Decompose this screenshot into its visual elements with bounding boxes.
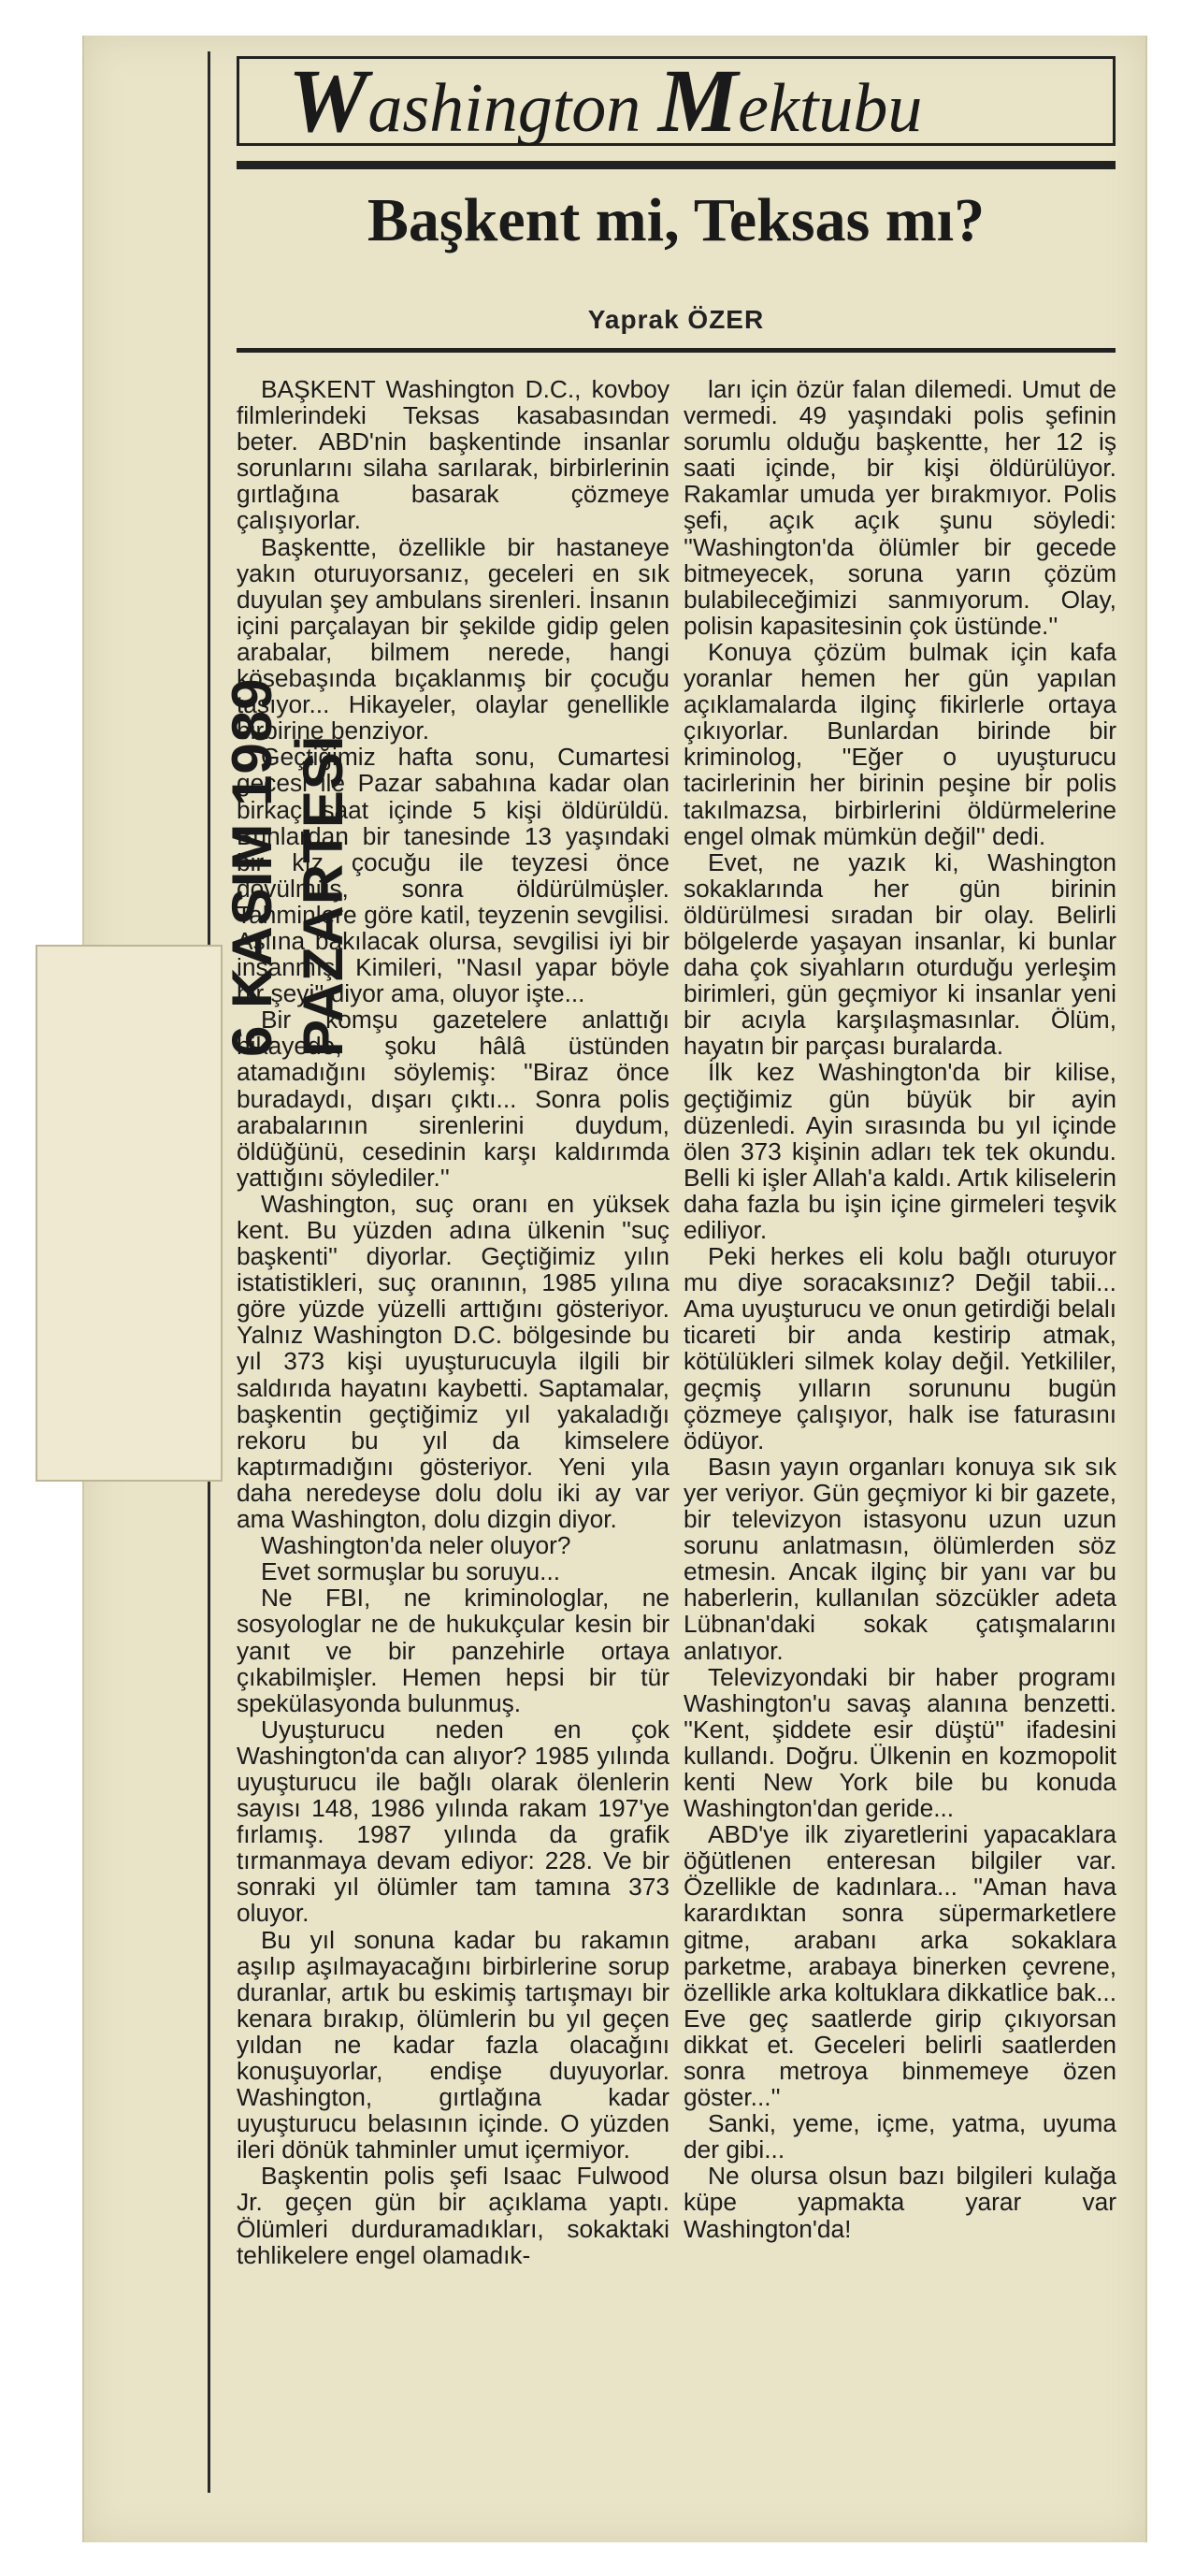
- article-paragraph: ABD'ye ilk ziyaretlerini yapacaklara öğütlenen enteresan bilgiler var. Özellikle de kadınlara... ''Aman hava karardıktan sonra süpermarketlere gitme, arabanı arka sokaklara parketme, arabaya binerken çevrene, özellikle arka koltuklara dikkatlice bak... Eve geç saatlerde girip çıkıyorsan dikkat et. Geceleri belirli saatlerden sonra metroya binmemeye özen göster...'': [684, 1820, 1116, 2112]
- article-paragraph: Basın yayın organları konuya sık sık yer veriyor. Gün geçmiyor ki bir gazete, bir televizyon istasyonu uzun uzun sorunu anlatmasın, ölümlerden söz etmesin. Ancak ilginç bir yanı var bu haberlerin, kullanılan sözcükler adeta Lübnan'daki sokak çatışmalarını anlatıyor.: [684, 1452, 1116, 1665]
- header-rule: [237, 161, 1116, 169]
- column-name-part-2: ektubu: [738, 70, 923, 147]
- column-name-initial-2: M: [657, 51, 739, 151]
- article-paragraph: Evet, ne yazık ki, Washington sokaklarında her gün birinin öldürülmesi sıradan bir olay. Belirli bölgelerde yaşayan insanlar, ki bunlar daha çok siyahların oturduğu yerleşim birimleri, gün geçmiyor ki insanlar yeni bir acıyla karşılaşmasınlar. Ölüm, hayatın bir parçası buralarda.: [684, 847, 1116, 1061]
- article-paragraph: İlk kez Washington'da bir kilise, geçtiğimiz gün büyük bir ayin düzenledi. Ayin sırasında bu yıl içinde ölen 373 kişinin adları tek tek okundu. Belli ki işler Allah'a kaldı. Artık kiliselerin daha fazla bu işin içine girmeleri teşvik ediliyor.: [684, 1058, 1116, 1244]
- article-paragraph: Washington, suç oranı en yüksek kent. Bu yüzden adına ülkenin ''suç başkenti'' diyorlar. Geçtiğimiz yılın istatistikleri, suç oranının, 1985 yılına göre yüzde yüzelli arttığını gösteriyor. Yalnız Washington D.C. bölgesinde bu yıl 373 kişi uyuşturucuyla ilgili bir saldırıda hayatını kaybetti. Saptamalar, başkentin geçtiğimiz yıl yakaladığı rekoru bu yıl da kimselere kaptırmadığını gösteriyor. Yeni yıla daha neredeyse dolu dolu iki ay var ama Washington, dolu dizgin diyor.: [237, 1189, 669, 1534]
- column-name-initial-1: W: [288, 51, 368, 151]
- article-paragraph: Televizyondaki bir haber programı Washington'u savaş alanına benzetti. ''Kent, şiddete esir düştü'' ifadesini kullandı. Doğru. Ülkenin en kozmopolit kenti New York bile bu konuda Washington'dan geride...: [684, 1662, 1116, 1823]
- article-paragraph: Konuya çözüm bulmak için kafa yoranlar hemen her gün yapılan açıklamalarda ilginç fikirlerle ortaya çıkıyorlar. Bunlardan birinde bir kriminolog, ''Eğer o uyuşturucu tacirlerinin her birinin peşine bir polis takılmazsa, birbirlerini öldürmelerine engel olmak mümkün değil'' dedi.: [684, 637, 1116, 850]
- article-paragraph: Bu yıl sonuna kadar bu rakamın aşılıp aşılmayacağını birbirlerine sorup duranlar, artık bu eskimiş tartışmayı bir kenara bırakıp, ölümlerin bu yıl geçen yıldan ne kadar fazla olacağını konuşuyorlar, endişe duyuyorlar. Washington, gırtlağına kadar uyuşturucu belasının içinde. O yüzden ileri dönük tahminler umut içermiyor.: [237, 1925, 669, 2164]
- stamp-date: 6 KASIM 1989: [221, 677, 283, 1057]
- article-paragraph: Başkentin polis şefi Isaac Fulwood Jr. geçen gün bir açıklama yaptı. Ölümleri durduramadıkları, sokaktaki tehlikelere engel olamadık-: [237, 2162, 669, 2269]
- article-column-right: [684, 376, 1116, 2242]
- article-paragraph: Sanki, yeme, içme, yatma, uyuma der gibi...: [684, 2109, 1116, 2164]
- article-paragraph: Başkentte, özellikle bir hastaneye yakın oturuyorsanız, geceleri en sık duyulan şey ambulans sirenleri. İnsanın içini parçalayan bir şekilde gidip gelen arabalar, bilmem nerede, hangi köşebaşında bıçaklanmış bir çocuğu taşıyor... Hikayeler, olaylar genellikle birbirine benziyor.: [237, 532, 669, 745]
- column-banner: [237, 51, 1116, 151]
- article-paragraph: Bir komşu gazetelere anlattığı hikayede, şoku hâlâ üstünden atamadığını söylemiş: ''Biraz önce buradaydı, dışarı çıktı... Sonra polis arabalarının sirenlerini duydum, öldüğünü, cesedinin karşı kaldırımda yattığını söylediler.'': [237, 1006, 669, 1192]
- article-paragraph: ları için özür falan dilemedi. Umut de vermedi. 49 yaşındaki polis şefinin sorumlu olduğu başkentte, her 12 iş saati içinde, bir kişi öldürülüyor. Rakamlar umuda yer bırakmıyor. Polis şefi, açık açık şunu söyledi: ''Washington'da ölümler bir gecede bitmeyecek, soruna yarın çözüm bulabileceğimizi sanmıyorum. Olay, polisin kapasitesinin çok üstünde.'': [684, 375, 1116, 640]
- article-column-left: [237, 376, 669, 2268]
- article-paragraph: Washington'da neler oluyor?: [261, 1531, 571, 1560]
- article-paragraph: Ne FBI, ne kriminologlar, ne sosyologlar ne de hukukçular kesin bir yanıt ve bir panzehirle ortaya çıkabilmişler. Hemen hepsi bir tür spekülasyonda bulunmuş.: [237, 1584, 669, 1717]
- date-stamp-label: [36, 945, 223, 1482]
- stamp-weekday: PAZARTESİ: [292, 734, 354, 1057]
- headline: Başkent mi, Teksas mı?: [367, 186, 986, 254]
- date-stamp: [217, 677, 359, 1057]
- column-name: [288, 51, 923, 151]
- article-paragraph: Peki herkes eli kolu bağlı oturuyor mu diye soracaksınız? Değil tabii... Ama uyuşturucu ve onun getirdiği belalı ticareti bir anda kestirip atmak, kötülükleri silmek kolay değil. Yetkililer, geçmiş yılların sorununu bugün çözmeye çalışıyor, halk ise faturasını ödüyor.: [684, 1242, 1116, 1454]
- article-paragraph: Uyuşturucu neden en çok Washington'da can alıyor? 1985 yılında uyuşturucu ile bağlı olarak ölenlerin sayısı 148, 1986 yılında rakam 197'ye fırlamış. 1987 yılında da grafik tırmanmaya devam ediyor: 228. Ve bir sonraki yıl ölümler tam tamına 373 oluyor.: [237, 1715, 669, 1928]
- byline-rule: [237, 348, 1116, 353]
- byline: Yaprak ÖZER: [587, 305, 765, 334]
- article-paragraph: BAŞKENT Washington D.C., kovboy filmlerindeki Teksas kasabasından beter. ABD'nin başkentinde insanlar sorunlarını silaha sarılarak, birbirlerinin gırtlağına basarak çözmeye çalışıyorlar.: [237, 375, 669, 535]
- article-paragraph: Ne olursa olsun bazı bilgileri kulağa küpe yapmakta yarar var Washington'da!: [684, 2162, 1116, 2243]
- article-paragraph: Geçtiğimiz hafta sonu, Cumartesi gecesi ile Pazar sabahına kadar olan birkaç saat içinde 5 kişi öldürüldü. Bunlardan bir tanesinde 13 yaşındaki bir kız çocuğu ile teyzesi önce dövülmüş, sonra öldürülmüşler. Tahminlere göre katil, teyzenin sevgilisi. Aslına bakılacak olursa, sevgilisi iyi bir insanmış. Kimileri, ''Nasıl yapar böyle bir şeyi'' diyor ama, oluyor işte...: [237, 743, 669, 1008]
- article-paragraph: Evet sormuşlar bu soruyu...: [261, 1557, 561, 1586]
- column-name-part-1: ashington: [367, 70, 658, 147]
